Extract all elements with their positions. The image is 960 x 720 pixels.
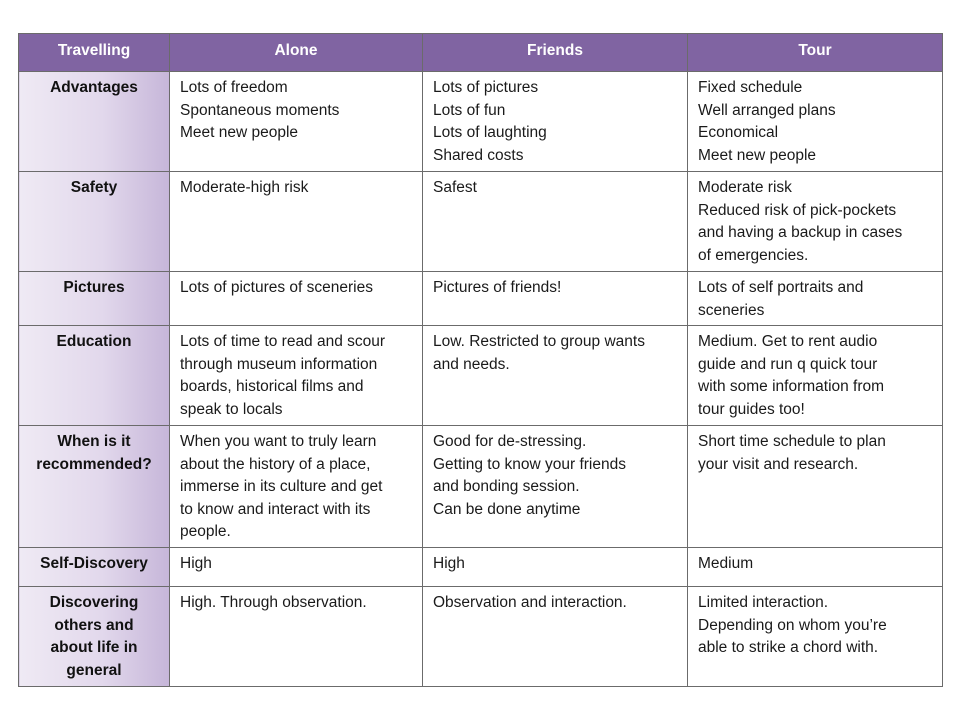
cell-line: Observation and interaction. bbox=[433, 594, 627, 611]
cell-line: Short time schedule to plan bbox=[698, 433, 886, 450]
cell-line: Well arranged plans bbox=[698, 101, 836, 119]
cell-line: Moderate-high risk bbox=[180, 179, 309, 196]
row-label-line: about life in bbox=[50, 639, 138, 657]
row-label-line: Discovering bbox=[49, 594, 139, 611]
cell-line: Meet new people bbox=[698, 146, 817, 164]
cell-line: boards, historical films and bbox=[180, 378, 364, 396]
table-row-advantages bbox=[19, 72, 943, 172]
cell-line: Lots of self portraits and bbox=[698, 279, 864, 296]
cell-line: Can be done anytime bbox=[433, 500, 581, 518]
cell-line: Lots of time to read and scour bbox=[180, 333, 386, 350]
row-label-line: Advantages bbox=[50, 79, 138, 96]
cell-line: Lots of fun bbox=[433, 101, 506, 119]
cell-line: your visit and research. bbox=[698, 455, 859, 473]
header-alone: Alone bbox=[170, 34, 423, 72]
row-label-line: general bbox=[66, 661, 122, 679]
table-body bbox=[19, 72, 943, 687]
row-label-education bbox=[19, 326, 170, 426]
cell-line: When you want to truly learn bbox=[180, 433, 377, 450]
header-friends: Friends bbox=[423, 34, 688, 72]
cell-line: Spontaneous moments bbox=[180, 101, 340, 119]
cell-line: Lots of pictures of sceneries bbox=[180, 279, 373, 296]
table-row-pictures bbox=[19, 272, 943, 326]
header-tour: Tour bbox=[688, 34, 943, 72]
row-label-line: others and bbox=[54, 616, 134, 634]
row-label-advantages bbox=[19, 72, 170, 172]
cell-pictures-alone bbox=[170, 272, 423, 326]
table-header bbox=[19, 34, 943, 72]
cell-line: High bbox=[433, 555, 465, 572]
cell-education-tour bbox=[688, 326, 943, 426]
cell-line: Economical bbox=[698, 124, 779, 142]
cell-advantages-tour bbox=[688, 72, 943, 172]
cell-safety-alone bbox=[170, 172, 423, 272]
table-row-when-recommended bbox=[19, 426, 943, 548]
cell-line: and needs. bbox=[433, 355, 510, 373]
row-label-self-discovery bbox=[19, 548, 170, 587]
cell-line: immerse in its culture and get bbox=[180, 478, 383, 496]
cell-advantages-alone bbox=[170, 72, 423, 172]
cell-line: tour guides too! bbox=[698, 400, 805, 418]
cell-line: sceneries bbox=[698, 301, 765, 319]
cell-line: Depending on whom you’re bbox=[698, 616, 887, 634]
cell-safety-tour bbox=[688, 172, 943, 272]
row-label-line: recommended? bbox=[36, 455, 152, 473]
cell-self-tour bbox=[688, 548, 943, 587]
header-travelling: Travelling bbox=[19, 34, 170, 72]
row-label-when-recommended bbox=[19, 426, 170, 548]
cell-line: and having a backup in cases bbox=[698, 224, 903, 242]
cell-line: Safest bbox=[433, 179, 477, 196]
cell-line: Medium. Get to rent audio bbox=[698, 333, 878, 350]
cell-line: Medium bbox=[698, 555, 754, 572]
cell-self-friends bbox=[423, 548, 688, 587]
cell-when-friends bbox=[423, 426, 688, 548]
header-row bbox=[19, 34, 943, 72]
table-row-self-discovery bbox=[19, 548, 943, 587]
table-row-discovering-others bbox=[19, 587, 943, 687]
table-row-safety bbox=[19, 172, 943, 272]
cell-line: able to strike a chord with. bbox=[698, 639, 879, 657]
cell-line: Low. Restricted to group wants bbox=[433, 333, 645, 350]
cell-line: Shared costs bbox=[433, 146, 524, 164]
cell-line: speak to locals bbox=[180, 400, 283, 418]
cell-when-alone bbox=[170, 426, 423, 548]
cell-line: Good for de-stressing. bbox=[433, 433, 587, 450]
cell-line: and bonding session. bbox=[433, 478, 580, 496]
cell-line: Moderate risk bbox=[698, 179, 792, 196]
cell-line: Fixed schedule bbox=[698, 79, 803, 96]
cell-line: Reduced risk of pick-pockets bbox=[698, 201, 897, 219]
cell-when-tour bbox=[688, 426, 943, 548]
cell-line: Lots of laughting bbox=[433, 124, 547, 142]
row-label-line: Pictures bbox=[63, 279, 125, 296]
cell-line: with some information from bbox=[698, 378, 885, 396]
comparison-table-container bbox=[18, 33, 942, 687]
cell-line: Meet new people bbox=[180, 124, 299, 142]
cell-disc-alone bbox=[170, 587, 423, 687]
cell-pictures-friends bbox=[423, 272, 688, 326]
cell-safety-friends bbox=[423, 172, 688, 272]
cell-line: about the history of a place, bbox=[180, 455, 371, 473]
cell-line: to know and interact with its bbox=[180, 500, 371, 518]
cell-education-friends bbox=[423, 326, 688, 426]
cell-line: Limited interaction. bbox=[698, 594, 829, 611]
row-label-pictures bbox=[19, 272, 170, 326]
cell-advantages-friends bbox=[423, 72, 688, 172]
cell-line: High bbox=[180, 555, 212, 572]
travel-comparison-table bbox=[18, 33, 943, 687]
cell-line: Getting to know your friends bbox=[433, 455, 626, 473]
row-label-line: Self-Discovery bbox=[40, 555, 148, 572]
table-row-education bbox=[19, 326, 943, 426]
cell-education-alone bbox=[170, 326, 423, 426]
cell-line: people. bbox=[180, 523, 231, 541]
row-label-line: When is it bbox=[57, 433, 131, 450]
cell-self-alone bbox=[170, 548, 423, 587]
cell-line: of emergencies. bbox=[698, 246, 809, 264]
cell-disc-tour bbox=[688, 587, 943, 687]
cell-line: Lots of freedom bbox=[180, 79, 288, 96]
row-label-discovering-others bbox=[19, 587, 170, 687]
cell-line: Lots of pictures bbox=[433, 79, 539, 96]
cell-disc-friends bbox=[423, 587, 688, 687]
cell-line: through museum information bbox=[180, 355, 378, 373]
row-label-safety bbox=[19, 172, 170, 272]
cell-pictures-tour bbox=[688, 272, 943, 326]
row-label-line: Safety bbox=[70, 179, 118, 196]
row-label-line: Education bbox=[56, 333, 132, 350]
cell-line: guide and run q quick tour bbox=[698, 355, 878, 373]
cell-line: Pictures of friends! bbox=[433, 279, 562, 296]
cell-line: High. Through observation. bbox=[180, 594, 367, 611]
